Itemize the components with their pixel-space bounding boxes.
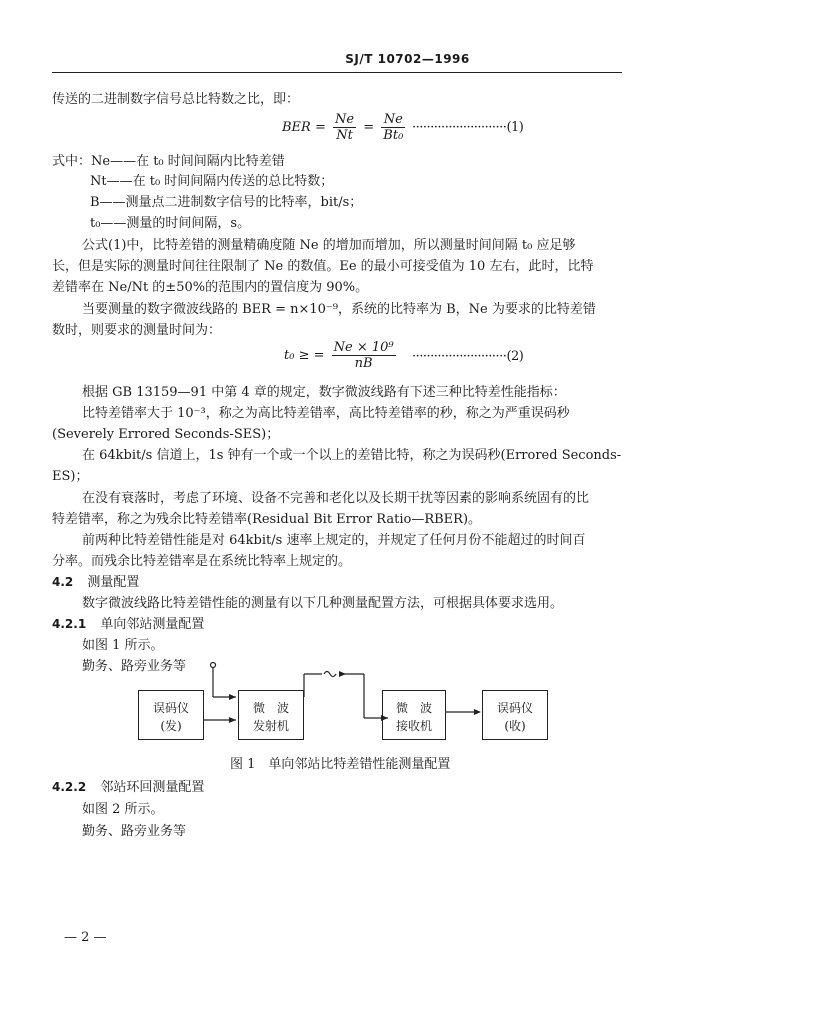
para1-line2: 长，但是实际的测量时间往往限制了 Ne 的数值。Ee 的最小可接受值为 10 左右，此时，比特 [52, 259, 594, 274]
para8: 数字微波线路比特差错性能的测量有以下几种测量配置方法，可根据具体要求选用。 [82, 596, 564, 611]
where-item-nt: Nt——在 t₀ 时间间隔内传送的总比特数； [90, 174, 334, 189]
service-label-2: 勤务、路旁业务等 [82, 824, 187, 839]
para7-line1: 前两种比特差错性能是对 64kbit/s 速率上规定的，并规定了任何月份不能超过的时间百 [82, 533, 586, 548]
document-code-header: SJ/T 10702—1996 [345, 52, 470, 66]
section-4-2-2-title: 邻站环回测量配置 [100, 780, 205, 795]
bert-transmit-box [138, 690, 204, 740]
microwave-transmitter-sub: 发射机 [252, 719, 289, 733]
microwave-transmitter-box [238, 690, 304, 740]
bert-receive-box [482, 690, 548, 740]
section-4-2-2-number: 4.2.2 [52, 780, 87, 794]
bert-receive-sub: (收) [504, 719, 526, 733]
para6-line2: 特差错率，称之为残余比特差错率(Residual Bit Error Ratio—RBER)。 [52, 512, 482, 527]
where-item-ne: 式中：Ne——在 t₀ 时间间隔内比特差错 [52, 154, 285, 169]
para3: 根据 GB 13159—91 中第 4 章的规定，数字微波线路有下述三种比特差性能指标： [82, 385, 566, 400]
service-label-1: 勤务、路旁业务等 [82, 659, 187, 674]
formula-2-number: ··························(2) [412, 349, 524, 364]
section-4-2-number: 4.2 [52, 575, 74, 589]
para6-line1: 在没有衰落时，考虑了环境、设备不完善和老化以及长期干扰等因素的影响系统固有的比 [82, 491, 590, 506]
formula-1-den2: Bt₀ [383, 128, 404, 143]
section-4-2-title: 测量配置 [87, 575, 140, 590]
where-item-b: B——测量点二进制数字信号的比特率，bit/s； [90, 195, 363, 210]
formula-1-eq1: = [314, 120, 326, 135]
section-4-2-2-heading [52, 776, 204, 795]
see-figure-2: 如图 2 所示。 [82, 802, 164, 817]
microwave-receiver-label: 微 波 [395, 701, 432, 715]
see-figure-1: 如图 1 所示。 [82, 638, 164, 653]
para4-line1: 比特差错率大于 10⁻³，称之为高比特差错率，高比特差错率的秒，称之为严重误码秒 [82, 406, 570, 421]
section-4-2-1-title: 单向邻站测量配置 [100, 617, 205, 632]
microwave-receiver-box [382, 690, 446, 740]
bert-transmit-sub: (发) [160, 719, 182, 733]
para1-line3: 差错率在 Ne/Nt 的±50%的范围内的置信度为 90%。 [52, 280, 369, 295]
formula-2-lhs: t₀ ≥ = [284, 348, 325, 363]
formula-1-den1: Nt [336, 128, 353, 143]
microwave-receiver-sub: 接收机 [395, 719, 432, 733]
where-item-t0: t₀——测量的时间间隔，s。 [90, 216, 251, 231]
formula-1-num2: Ne [381, 112, 405, 128]
microwave-transmitter-label: 微 波 [252, 701, 289, 715]
para5-line1: 在 64kbit/s 信道上，1s 钟有一个或一个以上的差错比特，称之为误码秒(Errored Seconds- [82, 448, 622, 463]
para1-line1: 公式(1)中，比特差错的测量精确度随 Ne 的增加而增加，所以测量时间间隔 t₀ 应足够 [82, 238, 576, 253]
bert-transmit-label: 误码仪 [152, 701, 189, 715]
page-number: — 2 — [64, 930, 107, 945]
figure-1-caption: 图 1 单向邻站比特差错性能测量配置 [230, 757, 451, 772]
para2-line2: 数时，则要求的测量时间为： [52, 323, 222, 338]
formula-2-den: nB [354, 356, 373, 371]
formula-2-num: Ne × 10⁹ [333, 340, 394, 355]
formula-1-num1: Ne [335, 112, 355, 127]
formula-1-eq2: = [363, 120, 375, 135]
para2-line1: 当要测量的数字微波线路的 BER = n×10⁻⁹，系统的比特率为 B，Ne 为要求的比特差错 [82, 302, 596, 317]
para7-line2: 分率。而残余比特差错率是在系统比特率上规定的。 [52, 554, 352, 569]
para4-line2: (Severely Errored Seconds-SES)； [52, 427, 280, 442]
bert-receive-label: 误码仪 [496, 701, 533, 715]
para5-line2: ES)； [52, 469, 89, 484]
formula-1-number: ··························(1) [412, 120, 524, 135]
intro-text: 传送的二进制数字信号总比特数之比，即： [52, 92, 300, 107]
service-input-node [211, 663, 216, 668]
formula-1-lhs: BER [282, 120, 311, 135]
section-4-2-1-number: 4.2.1 [52, 617, 87, 631]
